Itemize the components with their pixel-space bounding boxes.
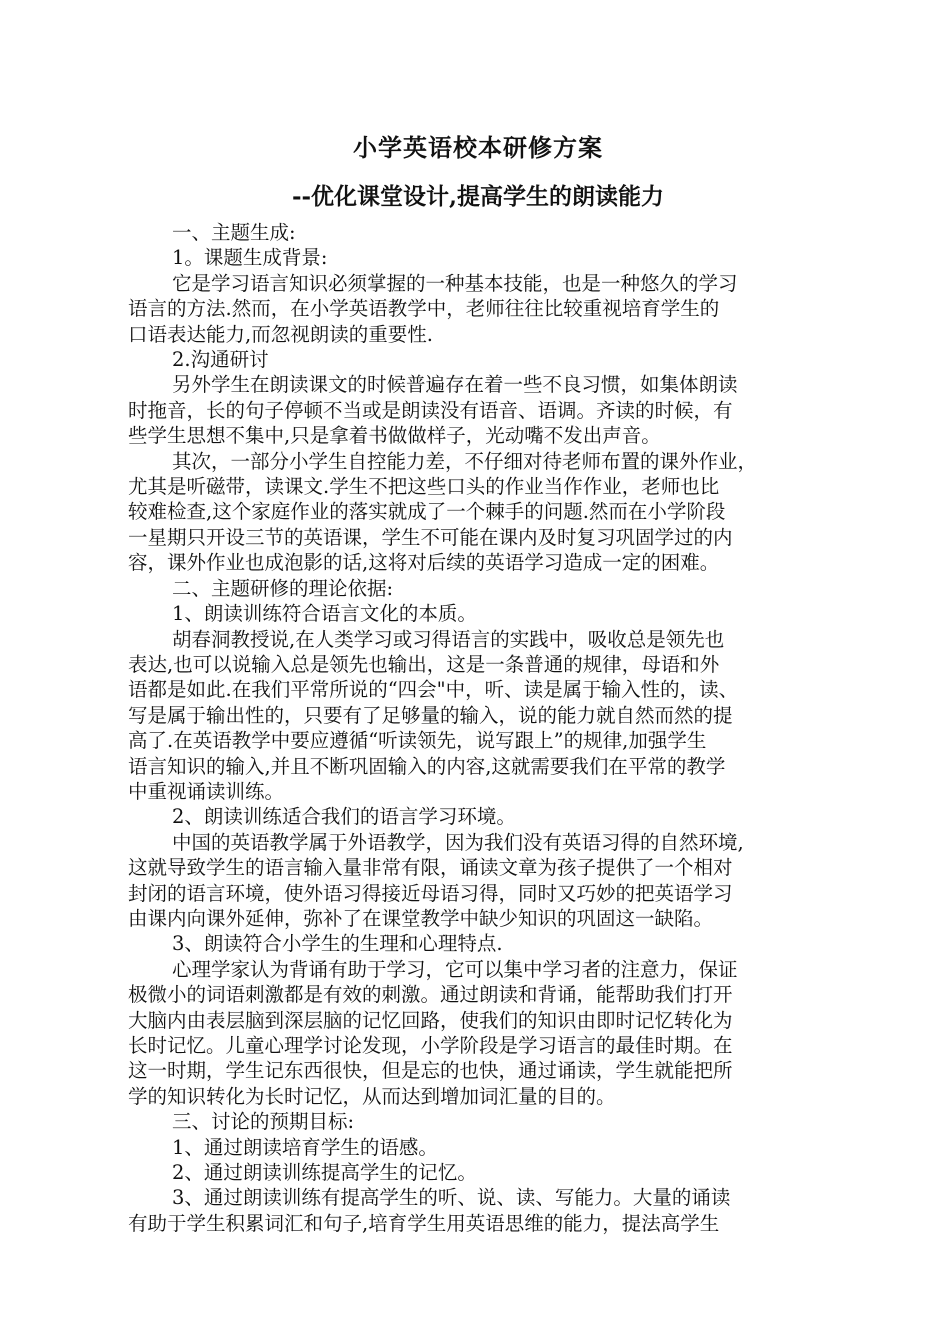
body-text-line: 另外学生在朗读课文的时候普遍存在着一些不良习惯，如集体朗读 [172, 373, 738, 397]
body-text-line: 时拖音，长的句子停顿不当或是朗读没有语音、语调。齐读的时候，有 [128, 398, 733, 422]
body-text-line: 2、朗读训练适合我们的语言学习环境。 [172, 805, 516, 829]
body-text-line: 其次，一部分小学生自控能力差，不仔细对待老师布置的课外作业， [172, 449, 758, 473]
body-text-line: 2、通过朗读训练提高学生的记忆。 [172, 1161, 477, 1185]
body-text-line: 容，课外作业也成泡影的话,这将对后续的英语学习造成一定的困难。 [128, 551, 720, 575]
body-text-line: 一星期只开设三节的英语课，学生不可能在课内及时复习巩固学过的内 [128, 525, 733, 549]
body-text-line: 些学生思想不集中,只是拿着书做做样子，光动嘴不发出声音。 [128, 424, 661, 448]
body-text-line: 语言知识的输入,并且不断巩固输入的内容,这就需要我们在平常的教学 [128, 754, 726, 778]
body-text-line: 较难检查,这个家庭作业的落实就成了一个棘手的问题.然而在小学阶段 [128, 500, 726, 524]
body-text-line: 三、讨论的预期目标: [172, 1110, 355, 1134]
body-text-line: 高了.在英语教学中要应遵循“听读领先，说写跟上”的规律,加强学生 [128, 729, 707, 753]
body-text-line: 有助于学生积累词汇和句子,培育学生用英语思维的能力，提法高学生 [128, 1211, 720, 1235]
document-subtitle: --优化课堂设计,提高学生的朗读能力 [291, 183, 665, 210]
body-text-line: 1、朗读训练符合语言文化的本质。 [172, 602, 477, 626]
body-text-line: 由课内向课外延伸，弥补了在课堂教学中缺少知识的巩固这一缺陷。 [128, 906, 714, 930]
body-text-line: 这就导致学生的语言输入量非常有限，诵读文章为孩子提供了一个相对 [128, 856, 733, 880]
body-text-line: 1、通过朗读培育学生的语感。 [172, 1135, 438, 1159]
body-text-line: 封闭的语言环境，使外语习得接近母语习得，同时又巧妙的把英语学习 [128, 881, 733, 905]
body-text-line: 中重视诵读训练。 [128, 779, 285, 803]
body-text-line: 3、朗读符合小学生的生理和心理特点. [172, 932, 503, 956]
document-title: 小学英语校本研修方案 [353, 133, 603, 162]
body-text-line: 胡春洞教授说,在人类学习或习得语言的实践中，吸收总是领先也 [172, 627, 725, 651]
body-text-line: 表达,也可以说输入总是领先也输出，这是一条普通的规律，母语和外 [128, 652, 720, 676]
body-text-line: 2.沟通研讨 [172, 348, 269, 372]
body-text-line: 1。课题生成背景: [172, 246, 328, 270]
body-text-line: 二、主题研修的理论依据: [172, 576, 394, 600]
document-body [128, 220, 828, 1236]
body-text-line: 大脑内由表层脑到深层脑的记忆回路，使我们的知识由即时记忆转化为 [128, 1008, 733, 1032]
body-text-line: 尤其是听磁带，读课文.学生不把这些口头的作业当作作业，老师也比 [128, 475, 720, 499]
body-text-line: 3、通过朗读训练有提高学生的听、说、读、写能力。大量的诵读 [172, 1186, 731, 1210]
body-text-line: 语言的方法.然而，在小学英语教学中，老师往往比较重视培育学生的 [128, 297, 720, 321]
body-text-line: 写是属于输出性的，只要有了足够量的输入，说的能力就自然而然的提 [128, 703, 733, 727]
body-text-line: 这一时期，学生记东西很快，但是忘的也快，通过诵读，学生就能把所 [128, 1059, 733, 1083]
body-text-line: 极微小的词语刺激都是有效的刺激。通过朗读和背诵，能帮助我们打开 [128, 983, 733, 1007]
body-text-line: 学的知识转化为长时记忆，从而达到增加词汇量的目的。 [128, 1084, 616, 1108]
body-text-line: 语都是如此.在我们平常所说的“四会"中，听、读是属于输入性的，读、 [128, 678, 739, 702]
body-text-line: 一、主题生成: [172, 221, 296, 244]
body-text-line: 它是学习语言知识必须掌握的一种基本技能，也是一种悠久的学习 [172, 271, 738, 295]
body-text-line: 长时记忆。儿童心理学讨论发现，小学阶段是学习语言的最佳时期。在 [128, 1034, 733, 1057]
body-text-line: 口语表达能力,而忽视朗读的重要性. [128, 322, 433, 346]
body-text-line: 中国的英语教学属于外语教学，因为我们没有英语习得的自然环境, [172, 830, 744, 854]
body-text-line: 心理学家认为背诵有助于学习，它可以集中学习者的注意力，保证 [172, 957, 738, 981]
document-page [128, 128, 828, 1236]
